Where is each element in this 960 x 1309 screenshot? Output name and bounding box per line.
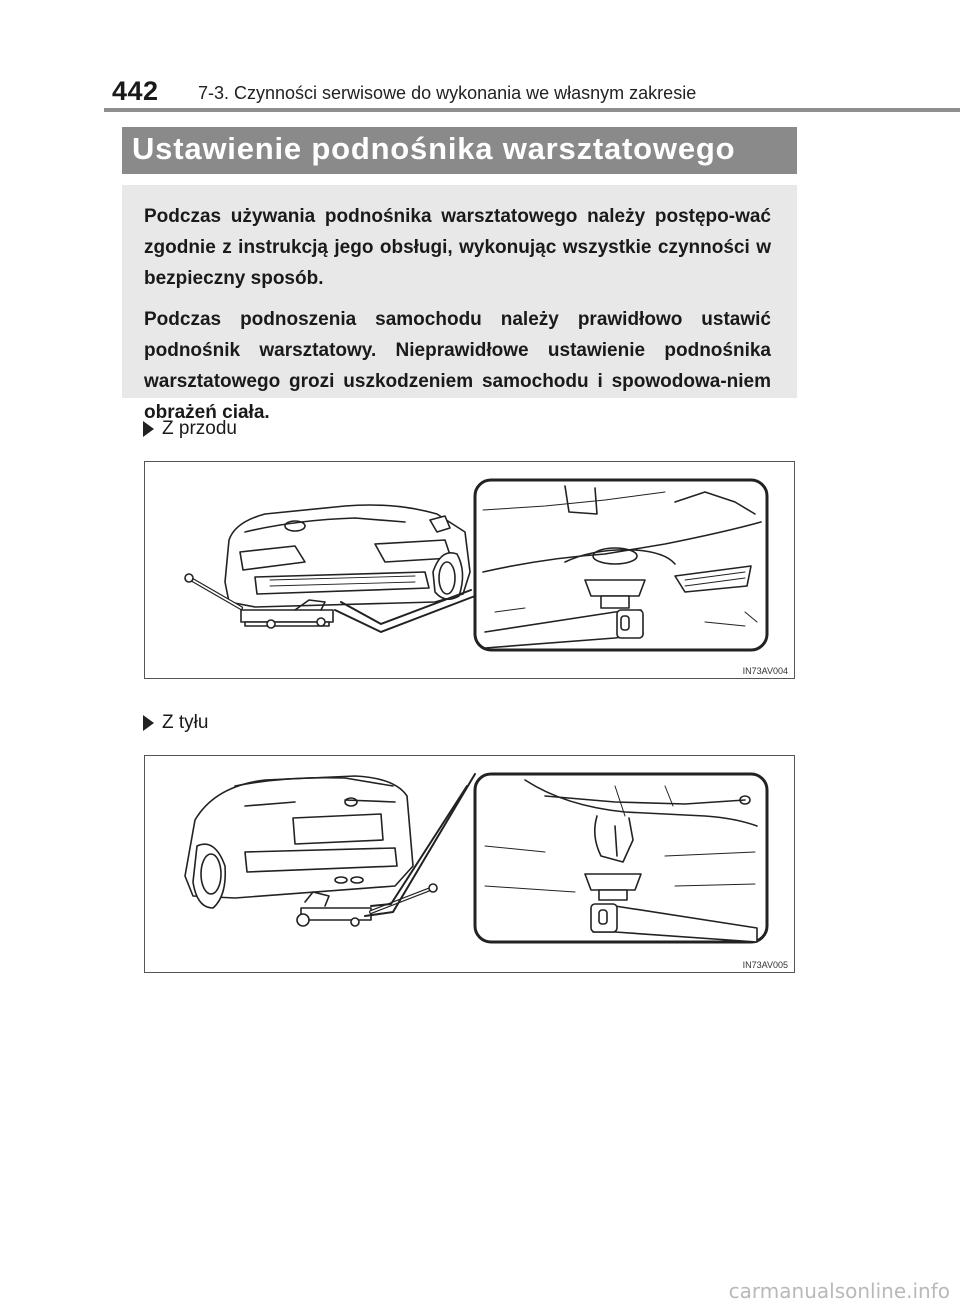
watermark: carmanualsonline.info bbox=[728, 1279, 950, 1303]
front-figure-code: IN73AV004 bbox=[742, 666, 788, 676]
front-jack-figure bbox=[144, 461, 795, 679]
page-number: 442 bbox=[112, 76, 159, 106]
rear-jack-figure bbox=[144, 755, 795, 973]
notice-paragraph-2: Podczas podnoszenia samochodu należy prawidłowo ustawić podnośnik warsztatowy. Nieprawidłowe ustawienie podnośnika warsztatowego grozi uszkodzeniem samochodu i spowodowa-niem obrażeń ciała. bbox=[144, 309, 771, 423]
front-heading bbox=[143, 418, 237, 440]
chapter-title: 7-3. Czynności serwisowe do wykonania we własnym zakresie bbox=[198, 83, 697, 103]
rear-heading-label: Z tyłu bbox=[162, 712, 209, 733]
rear-jack-illustration bbox=[145, 756, 796, 974]
rear-heading bbox=[143, 712, 208, 734]
header-rule bbox=[104, 108, 960, 112]
front-jack-illustration bbox=[145, 462, 796, 680]
notice-box bbox=[122, 185, 797, 423]
notice-paragraph-1: Podczas używania podnośnika warsztatowego należy postępo-wać zgodnie z instrukcją jego obsługi, wykonując wszystkie czynności w bezpieczny sposób. bbox=[144, 206, 771, 289]
section-title: Ustawienie podnośnika warsztatowego bbox=[122, 127, 797, 174]
arrow-right-icon bbox=[143, 421, 154, 437]
arrow-right-icon bbox=[143, 715, 154, 731]
front-heading-label: Z przodu bbox=[162, 418, 237, 439]
rear-figure-code: IN73AV005 bbox=[742, 960, 788, 970]
